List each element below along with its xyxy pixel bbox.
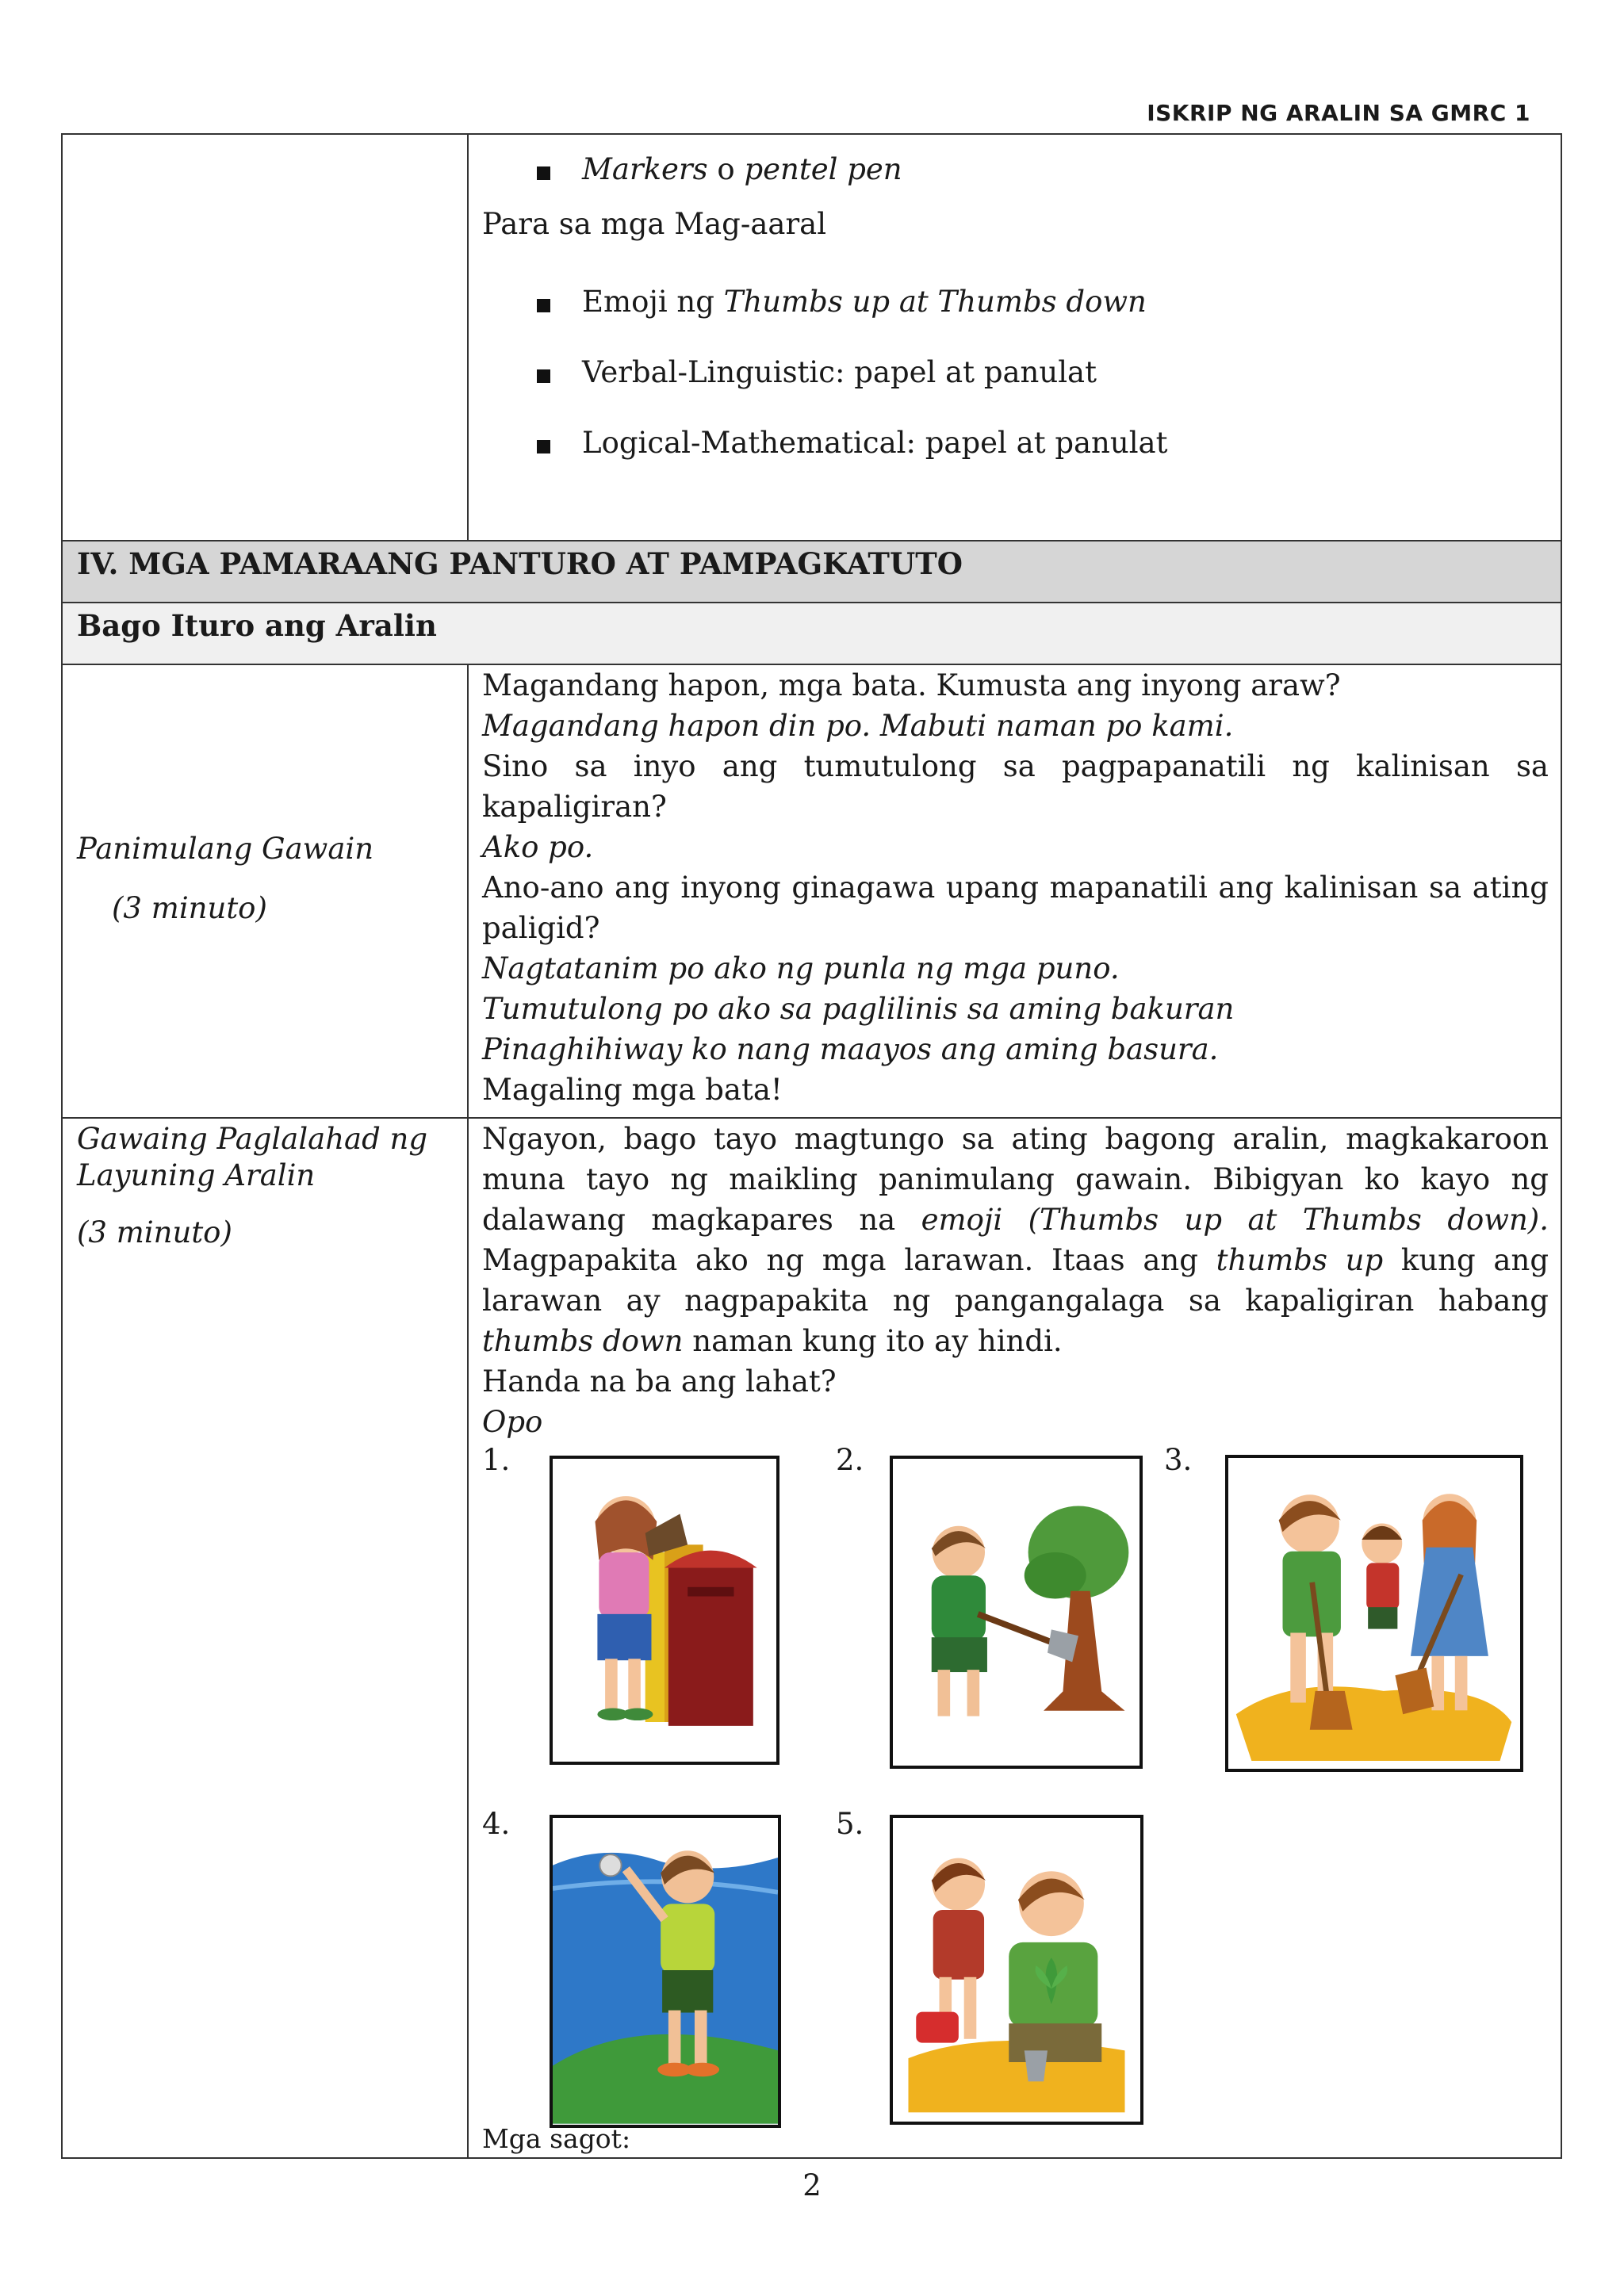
material-logical: Logical-Mathematical: papel at panulat [582,426,1168,460]
section-title: IV. MGA PAMARAANG PANTURO AT PAMPAGKATUTO [77,546,963,581]
boy-throwing-trash-illustration [553,1818,778,2125]
picture-boy-throwing-trash [550,1815,781,2128]
student-line: Magandang hapon din po. Mabuti naman po kami. [482,709,1234,743]
picture-number: 2. [836,1443,864,1477]
document-header: ISKRIP NG ARALIN SA GMRC 1 [1147,100,1530,126]
student-line: Ako po. [482,830,594,864]
teacher-question: Handa na ba ang lahat? [482,1364,837,1399]
picture-boy-cutting-tree [890,1456,1143,1769]
bullet-icon [537,299,550,312]
picture-number: 5. [836,1807,864,1841]
page-number: 2 [802,2168,822,2202]
column-divider [467,135,469,541]
bullet-icon [537,369,550,383]
row-divider [63,540,1561,541]
student-line: Pinaghihiway ko nang maayos ang aming basura. [482,1032,1219,1066]
paragraph-line: dalawang magkapares na emoji (Thumbs up at Thumbs down). [482,1203,1549,1237]
children-sweeping-illustration [1228,1458,1520,1769]
picture-children-planting [890,1815,1143,2125]
bullet-icon [537,166,550,180]
teacher-line: Ano-ano ang inyong ginagawa upang mapanatili ang kalinisan sa ating [482,871,1549,905]
paragraph-line: muna tayo ng maikling panimulang gawain. Bibigyan ko kayo ng [482,1162,1549,1196]
gawaing-paragraph [482,1119,1549,1442]
picture-number: 1. [482,1443,511,1477]
activity-label: Gawaing Paglalahad ng [77,1122,428,1156]
material-markers: Markers o pentel pen [582,152,902,186]
bullet-icon [537,440,550,453]
activity-time: (3 minuto) [112,891,267,925]
paragraph-line: Ngayon, bago tayo magtungo sa ating bagong aralin, magkakaroon [482,1122,1549,1156]
picture-number: 4. [482,1807,511,1841]
answers-label: Mga sagot: [482,2123,631,2154]
student-line: Tumutulong po ako sa paglilinis sa aming bakuran [482,992,1235,1026]
material-verbal: Verbal-Linguistic: papel at panulat [582,355,1097,389]
student-line: Nagtatanim po ako ng punla ng mga puno. [482,951,1120,985]
picture-children-sweeping [1225,1455,1523,1772]
lesson-table [61,133,1562,2159]
children-planting-illustration [893,1818,1140,2122]
subsection-title: Bago Ituro ang Aralin [77,608,437,643]
picture-girl-trash-bins [550,1456,779,1765]
panimulang-dialogue [482,665,1549,1110]
girl-trash-bins-illustration [553,1459,776,1762]
activity-label: Layuning Aralin [77,1158,316,1192]
column-divider [467,665,469,2159]
teacher-line: Magaling mga bata! [482,1073,783,1107]
paragraph-line: Magpapakita ako ng mga larawan. Itaas ang thumbs up kung ang [482,1243,1549,1277]
picture-number: 3. [1164,1443,1193,1477]
material-emoji: Emoji ng Thumbs up at Thumbs down [582,285,1147,319]
row-divider [63,602,1561,603]
teacher-line: kapaligiran? [482,790,667,824]
student-answer: Opo [482,1405,543,1439]
students-heading: Para sa mga Mag-aaral [482,207,827,241]
activity-label: Panimulang Gawain [77,832,374,866]
activity-time: (3 minuto) [77,1215,232,1249]
paragraph-line: larawan ay nagpapakita ng pangangalaga sa kapaligiran habang [482,1284,1549,1318]
boy-cutting-tree-illustration [893,1459,1139,1766]
teacher-line: Sino sa inyo ang tumutulong sa pagpapanatili ng kalinisan sa [482,749,1549,783]
teacher-line: Magandang hapon, mga bata. Kumusta ang inyong araw? [482,668,1341,702]
paragraph-line: thumbs down naman kung ito ay hindi. [482,1324,1063,1358]
teacher-line: paligid? [482,911,600,945]
